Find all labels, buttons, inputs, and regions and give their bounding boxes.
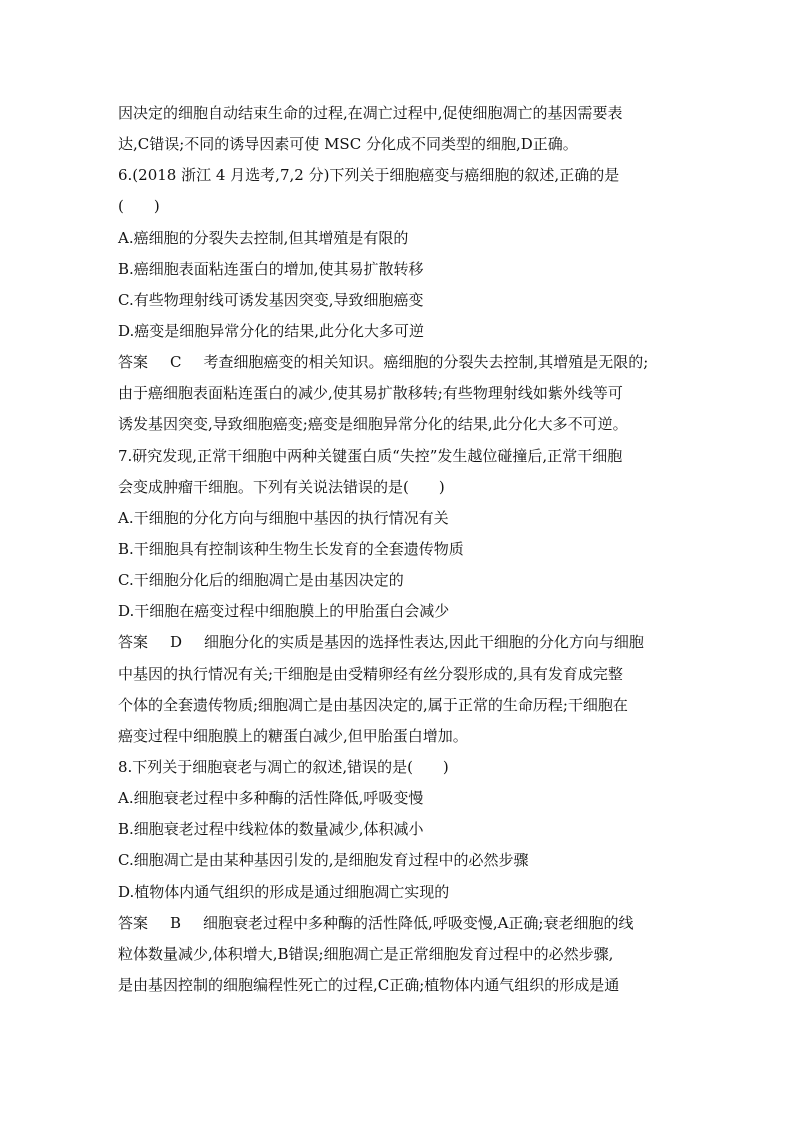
q8-answer-label: 答案 — [118, 914, 149, 932]
q6-answer-letter: C — [170, 353, 182, 371]
q8-stem: 8.下列关于细胞衰老与凋亡的叙述,错误的是( ) — [118, 758, 449, 776]
q7-explanation-line-1: 细胞分化的实质是基因的选择性表达,因此干细胞的分化方向与细胞 — [204, 633, 644, 651]
q7-explanation-line-3: 个体的全套遗传物质;细胞凋亡是由基因决定的,属于正常的生命历程;干细胞在 — [118, 696, 628, 714]
q6-answer-blank: ( ) — [118, 197, 160, 215]
q6-stem: 6.(2018 浙江 4 月选考,7,2 分)下列关于细胞癌变与癌细胞的叙述,正确的是 — [118, 166, 620, 184]
q7-option-a: A.干细胞的分化方向与细胞中基因的执行情况有关 — [118, 509, 449, 527]
q8-option-d: D.植物体内通气组织的形成是通过细胞凋亡实现的 — [118, 883, 450, 901]
q7-option-d: D.干细胞在癌变过程中细胞膜上的甲胎蛋白会减少 — [118, 602, 450, 620]
q8-answer-letter: B — [170, 914, 182, 932]
q8-explanation-line-2: 粒体数量减少,体积增大,B错误;细胞凋亡是正常细胞发育过程中的必然步骤, — [118, 945, 614, 963]
q7-option-b: B.干细胞具有控制该种生物生长发育的全套遗传物质 — [118, 540, 464, 558]
q6-answer-label: 答案 — [118, 353, 149, 371]
q5-explanation-line-1: 因决定的细胞自动结束生命的过程,在凋亡过程中,促使细胞凋亡的基因需要表 — [118, 104, 623, 122]
q7-option-c: C.干细胞分化后的细胞凋亡是由基因决定的 — [118, 571, 404, 589]
q7-answer-line — [118, 632, 644, 652]
q5-explanation-line-2: 达,C错误;不同的诱导因素可使 MSC 分化成不同类型的细胞,D正确。 — [118, 135, 578, 153]
q6-option-d: D.癌变是细胞异常分化的结果,此分化大多可逆 — [118, 322, 425, 340]
q8-option-a: A.细胞衰老过程中多种酶的活性降低,呼吸变慢 — [118, 789, 424, 807]
q8-explanation-line-1: 细胞衰老过程中多种酶的活性降低,呼吸变慢,A正确;衰老细胞的线 — [203, 914, 634, 932]
q6-option-c: C.有些物理射线可诱发基因突变,导致细胞癌变 — [118, 291, 424, 309]
q7-explanation-line-2: 中基因的执行情况有关;干细胞是由受精卵经有丝分裂形成的,具有发育成完整 — [118, 665, 623, 683]
q7-answer-letter: D — [170, 633, 183, 651]
q7-stem-line-1: 7.研究发现,正常干细胞中两种关键蛋白质“失控”发生越位碰撞后,正常干细胞 — [118, 447, 623, 465]
q6-option-a: A.癌细胞的分裂失去控制,但其增殖是有限的 — [118, 229, 409, 247]
q6-answer-line — [118, 352, 648, 372]
q6-explanation-line-3: 诱发基因突变,导致细胞癌变;癌变是细胞异常分化的结果,此分化大多不可逆。 — [118, 415, 628, 433]
q8-option-c: C.细胞凋亡是由某种基因引发的,是细胞发育过程中的必然步骤 — [118, 851, 529, 869]
q7-answer-label: 答案 — [118, 633, 149, 651]
q6-explanation-line-2: 由于癌细胞表面粘连蛋白的减少,使其易扩散移转;有些物理射线如紫外线等可 — [118, 384, 623, 402]
q6-explanation-line-1: 考查细胞癌变的相关知识。癌细胞的分裂失去控制,其增殖是无限的; — [203, 353, 649, 371]
q6-option-b: B.癌细胞表面粘连蛋白的增加,使其易扩散转移 — [118, 260, 424, 278]
q7-stem-line-2: 会变成肿瘤干细胞。下列有关说法错误的是( ) — [118, 478, 445, 496]
q8-option-b: B.细胞衰老过程中线粒体的数量减少,体积减小 — [118, 820, 424, 838]
q8-answer-line — [118, 913, 633, 933]
q8-explanation-line-3: 是由基因控制的细胞编程性死亡的过程,C正确;植物体内通气组织的形成是通 — [118, 976, 620, 994]
q7-explanation-line-4: 癌变过程中细胞膜上的糖蛋白减少,但甲胎蛋白增加。 — [118, 727, 468, 745]
